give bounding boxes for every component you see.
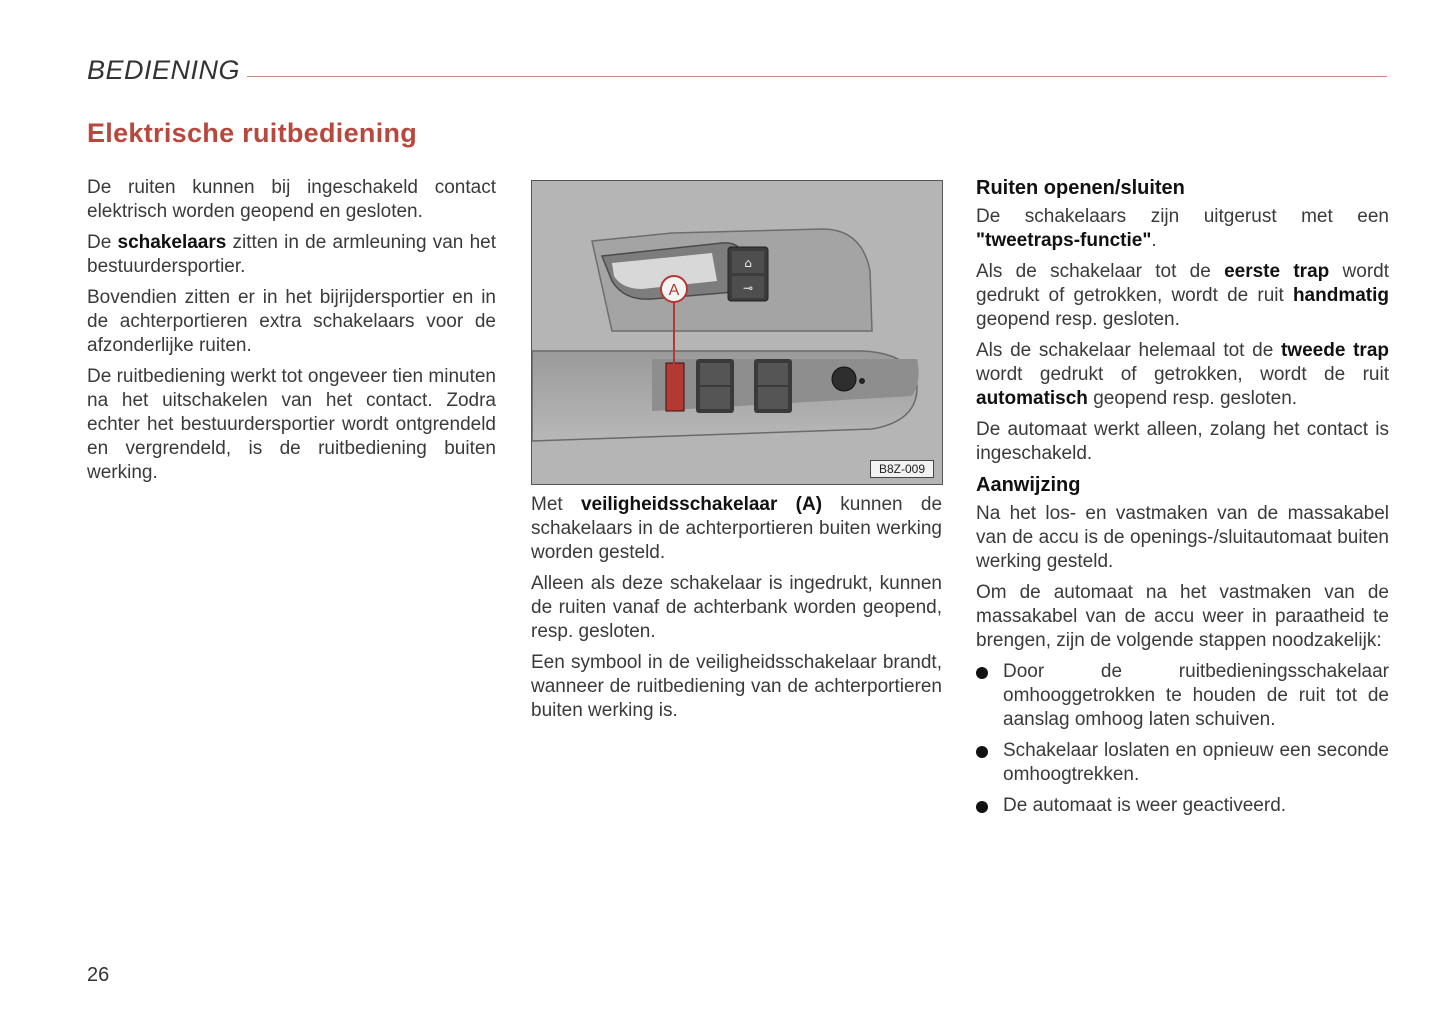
door-switch-figure <box>531 180 943 485</box>
col3-paragraph-3 <box>976 339 1389 411</box>
col3-paragraph-4: De automaat werkt alleen, zolang het contact is ingeschakeld. <box>976 419 1389 464</box>
bold-term: "tweetraps-functie" <box>976 230 1152 251</box>
page-header <box>87 55 1387 95</box>
column-1 <box>87 176 496 492</box>
column-3 <box>976 176 1389 825</box>
text-span: geopend resp. gesloten. <box>976 309 1180 330</box>
col2-paragraph-2: Alleen als deze schakelaar is ingedrukt, kunnen de ruiten vanaf de achterbank worden geopend, resp. gesloten. <box>531 573 942 642</box>
text-span: Als de schakelaar tot de <box>976 261 1225 282</box>
text-span: zitten in de armleuning van het bestuurdersportier. <box>87 232 496 277</box>
text-span: wordt gedrukt of getrokken, wordt de ruit <box>976 364 1389 385</box>
bullet-item <box>976 660 1389 732</box>
bold-term: automatisch <box>976 388 1088 409</box>
col2-paragraph-1 <box>531 493 942 565</box>
column-2 <box>531 493 942 730</box>
text-span: kunnen de schakelaars in de achterportieren buiten werking worden gesteld. <box>531 494 943 563</box>
col3-paragraph-5: Na het los- en vastmaken van de massakabel van de accu is de openings-/sluitautomaat buiten werking gesteld. <box>976 503 1389 572</box>
col3-paragraph-6: Om de automaat na het vastmaken van de massakabel van de accu weer in paraatheid te brengen, zijn de volgende stappen noodzakelijk: <box>976 582 1389 651</box>
bullet-text: De automaat is weer geactiveerd. <box>1003 795 1287 816</box>
bold-term: handmatig <box>1292 285 1389 306</box>
bullet-item <box>976 794 1389 818</box>
col3-paragraph-1 <box>976 205 1389 253</box>
bullet-dot-icon <box>976 746 988 758</box>
text-span: Als de schakelaar helemaal tot de <box>976 340 1281 361</box>
header-title: BEDIENING <box>87 55 241 85</box>
header-rule <box>247 76 1387 77</box>
text-span: geopend resp. gesloten. <box>1087 388 1298 409</box>
bold-term: eerste trap <box>1224 261 1330 282</box>
text-span: De <box>87 232 118 253</box>
col1-paragraph-1: De ruiten kunnen bij ingeschakeld contact elektrisch worden geopend en gesloten. <box>87 177 496 222</box>
callout-label: A <box>668 282 680 299</box>
page-number: 26 <box>87 964 110 986</box>
bullet-text: Schakelaar loslaten en opnieuw een seconde omhoogtrekken. <box>1003 740 1389 785</box>
figure-code: B8Z-009 <box>870 460 934 478</box>
text-span: . <box>1151 230 1157 251</box>
bullet-text: Door de ruitbedieningsschakelaar omhooggetrokken te houden de ruit tot de aanslag omhoog laten schuiven. <box>1003 661 1389 730</box>
bullet-dot-icon <box>976 667 988 679</box>
door-panel-illustration <box>532 181 943 485</box>
bold-term: tweede trap <box>1280 340 1389 361</box>
text-span: De schakelaars zijn uitgerust met een <box>976 206 1389 227</box>
col1-paragraph-2 <box>87 231 496 279</box>
col2-paragraph-3: Een symbool in de veiligheidsschakelaar brandt, wanneer de ruitbediening van de achterportieren buiten werking is. <box>531 652 942 721</box>
col1-paragraph-3: Bovendien zitten er in het bijrijdersportier en in de achterportieren extra schakelaars voor de afzonderlijke ruiten. <box>87 287 496 356</box>
col3-paragraph-2 <box>976 260 1389 332</box>
bullet-item <box>976 739 1389 787</box>
bold-term: schakelaars <box>117 232 227 253</box>
subheading-note: Aanwijzing <box>976 474 1081 496</box>
text-span: Met <box>531 494 581 515</box>
bold-term: veiligheidsschakelaar (A) <box>580 494 823 515</box>
subheading-open-close: Ruiten openen/sluiten <box>976 177 1185 199</box>
bullet-dot-icon <box>976 801 988 813</box>
svg-text:⊸: ⊸ <box>742 281 754 295</box>
col1-paragraph-4: De ruitbediening werkt tot ongeveer tien minuten na het uitschakelen van het contact. Zodra echter het bestuurdersportier wordt ontgrendeld en vergrendeld, is de ruitbediening buiten werking. <box>87 366 496 483</box>
text-span: wordt gedrukt of getrokken, wordt de ruit <box>976 261 1389 306</box>
section-title: Elektrische ruitbediening <box>87 118 418 148</box>
svg-text:⌂: ⌂ <box>744 256 752 270</box>
